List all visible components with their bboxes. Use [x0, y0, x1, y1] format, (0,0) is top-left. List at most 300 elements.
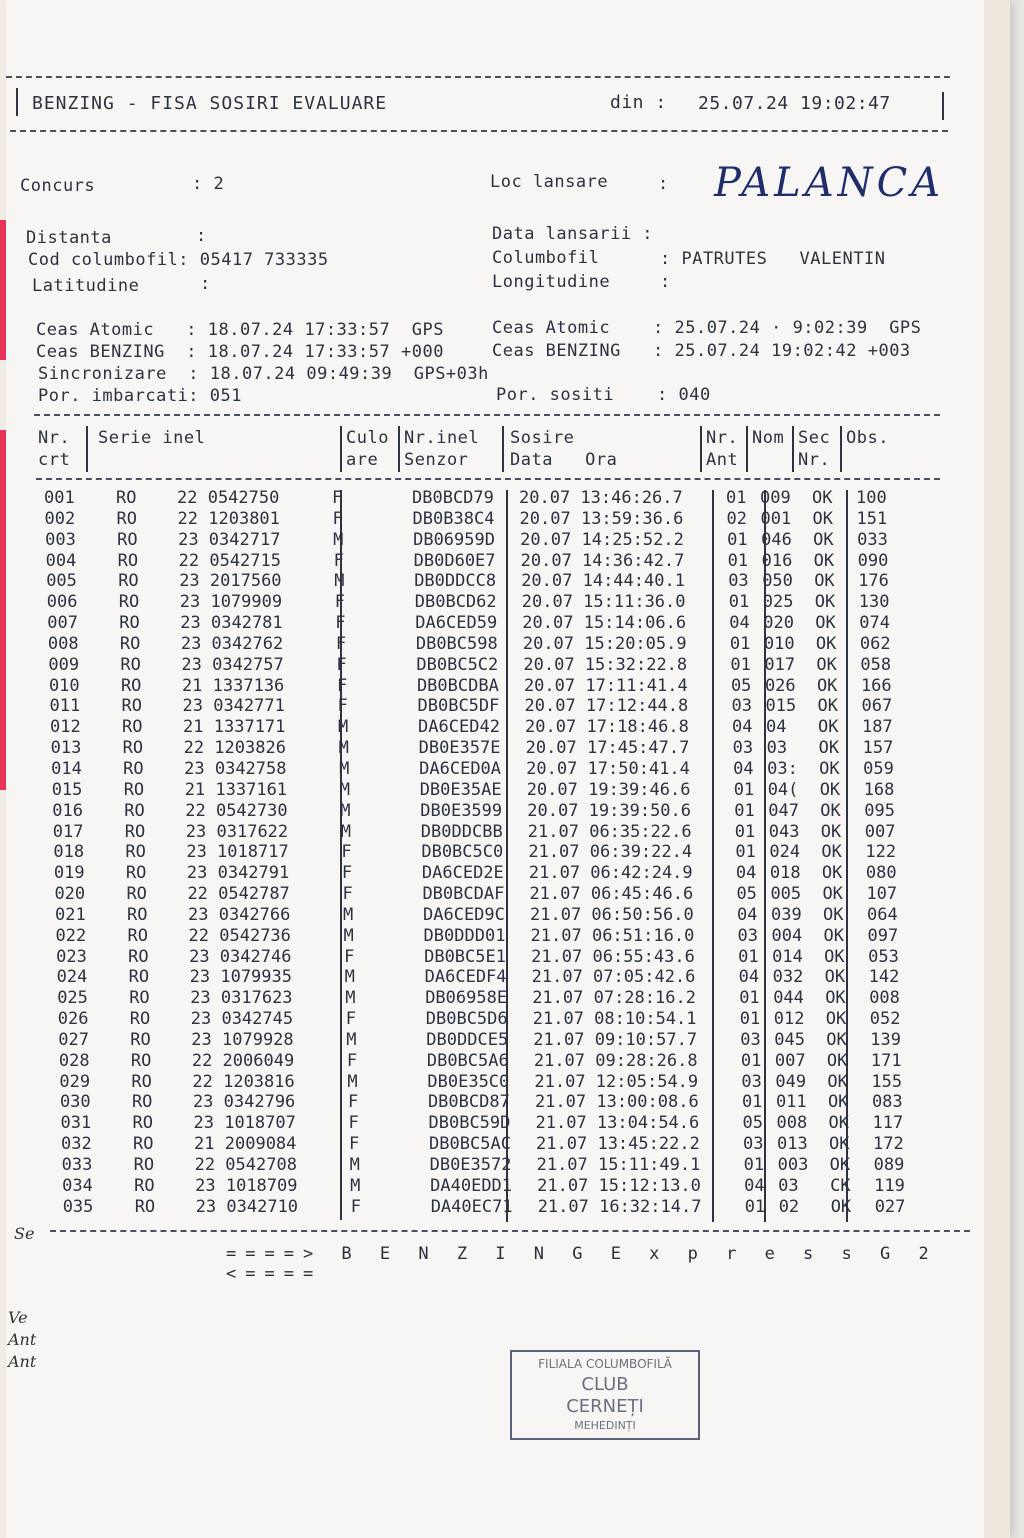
sensor-ring: DB0BC598	[415, 633, 498, 654]
country-code: RO	[132, 1113, 153, 1134]
divider	[86, 426, 88, 472]
ring-series: 23 1018707	[193, 1113, 296, 1134]
sex-code: M	[349, 1155, 360, 1175]
row-number: 003	[45, 529, 76, 550]
col-sosire: Sosire	[510, 428, 575, 448]
nom-number: 017	[764, 654, 796, 675]
sex-code: M	[344, 967, 355, 988]
arrival-time: 21.07 12:05:54.9	[534, 1071, 699, 1092]
nom-number: 04	[766, 717, 787, 738]
ring-series: 22 1203816	[192, 1071, 295, 1092]
col-nr-ant: Ant	[706, 450, 739, 470]
sensor-ring: DB0BCD62	[414, 592, 497, 613]
nom-number: 018	[769, 863, 801, 884]
sensor-ring: DB0E3572	[429, 1155, 512, 1175]
divider	[398, 426, 400, 472]
arrival-time: 20.07 15:20:05.9	[522, 633, 687, 654]
ring-series: 23 1079935	[189, 967, 292, 988]
table-row	[50, 717, 924, 738]
row-number: 015	[51, 779, 83, 800]
obs-value: 074	[859, 613, 891, 634]
ceas-benzing-start: Ceas BENZING : 18.07.24 17:33:57 +000	[36, 342, 444, 362]
sensor-ring: DB0E35C0	[427, 1071, 510, 1092]
report-title: BENZING - FISA SOSIRI EVALUARE	[32, 93, 388, 114]
obs-value: 187	[862, 717, 893, 738]
security-status: OK	[818, 717, 839, 738]
row-number: 021	[55, 904, 86, 925]
nom-number: 007	[774, 1050, 806, 1071]
antenna-number: 01	[733, 779, 755, 800]
arrival-time: 21.07 09:10:57.7	[533, 1029, 698, 1050]
nom-number: 014	[772, 946, 803, 967]
row-number: 026	[57, 1009, 89, 1030]
antenna-number: 04	[744, 1175, 765, 1196]
obs-value: 172	[873, 1134, 904, 1155]
country-code: RO	[130, 1050, 152, 1071]
antenna-number: 04	[729, 613, 750, 634]
arrival-time: 20.07 17:12:44.8	[524, 696, 689, 717]
row-number: 014	[51, 758, 82, 779]
security-status: OK	[814, 571, 835, 592]
ring-series: 23 0317623	[190, 988, 293, 1009]
table-row	[62, 1176, 924, 1197]
ring-series: 22 0542730	[185, 800, 288, 821]
row-number: 020	[54, 884, 86, 905]
table-row	[52, 801, 924, 822]
antenna-number: 05	[736, 884, 757, 905]
security-status: OK	[826, 1029, 847, 1050]
col-nom: Nom	[752, 428, 785, 448]
obs-value: 064	[867, 904, 898, 925]
country-code: RO	[133, 1134, 154, 1155]
antenna-number: 03	[741, 1071, 762, 1092]
security-status: OK	[814, 592, 836, 613]
divider	[34, 414, 940, 416]
antenna-number: 04	[737, 904, 758, 925]
security-status: OK	[826, 1050, 848, 1071]
arrival-time: 21.07 06:55:43.6	[531, 946, 695, 967]
arrival-time: 20.07 15:14:06.6	[522, 613, 687, 634]
sensor-ring: DA6CED0A	[419, 758, 502, 779]
row-number: 009	[48, 654, 80, 675]
antenna-number: 05	[730, 675, 752, 696]
obs-value: 008	[869, 988, 900, 1009]
country-code: RO	[127, 925, 149, 946]
divider	[502, 426, 504, 472]
security-status: OK	[829, 1155, 851, 1175]
table-row	[55, 905, 924, 926]
nom-number: 011	[775, 1092, 807, 1113]
antenna-number: 01	[738, 946, 759, 967]
antenna-number: 04	[732, 717, 753, 738]
sex-code: M	[340, 800, 351, 821]
antenna-number: 01	[740, 1050, 762, 1071]
security-status: OK	[829, 1134, 850, 1155]
row-number: 023	[56, 946, 87, 967]
divider	[6, 76, 950, 78]
row-number: 031	[60, 1113, 92, 1134]
security-status: OK	[824, 946, 845, 967]
security-status: OK	[823, 904, 844, 925]
ceas-atomic-start: Ceas Atomic : 18.07.24 17:33:57 GPS	[36, 320, 444, 340]
table-row	[57, 988, 924, 1009]
arrival-time: 21.07 06:50:56.0	[530, 904, 694, 925]
nom-number: 015	[765, 696, 797, 717]
country-code: RO	[117, 529, 138, 550]
obs-value: 089	[873, 1155, 905, 1175]
obs-value: 033	[857, 529, 888, 550]
country-code: RO	[123, 758, 144, 779]
sensor-ring: DB0BC5AC	[429, 1134, 511, 1155]
antenna-number: 01	[730, 654, 751, 675]
arrivals-table-body	[44, 488, 924, 1218]
antenna-number: 01	[726, 488, 747, 508]
nom-number: 020	[763, 613, 795, 634]
row-number: 029	[59, 1071, 91, 1092]
ring-series: 23 0342762	[180, 633, 284, 654]
ring-series: 23 0342757	[181, 654, 284, 675]
obs-value: 053	[868, 946, 899, 967]
divider	[340, 426, 342, 472]
obs-value: 119	[874, 1175, 905, 1196]
security-status: OK	[813, 529, 834, 550]
nom-number: 025	[762, 592, 794, 613]
ring-series: 23 0342796	[192, 1092, 296, 1113]
arrival-time: 21.07 07:28:16.2	[532, 988, 696, 1009]
table-row	[52, 780, 924, 801]
obs-value: 062	[859, 633, 891, 654]
country-code: RO	[123, 779, 145, 800]
divider	[942, 92, 944, 120]
underlying-page-text: Se	[14, 1224, 35, 1243]
ring-series: 23 0342745	[190, 1009, 294, 1030]
divider	[840, 426, 842, 472]
row-number: 028	[58, 1050, 90, 1071]
arrival-time: 20.07 17:18:46.8	[525, 717, 689, 738]
underlying-page-text: Ant	[8, 1330, 37, 1349]
obs-value: 007	[864, 821, 896, 842]
arrival-time: 21.07 06:35:22.6	[527, 821, 692, 842]
nom-number: 02	[778, 1196, 800, 1217]
arrival-time: 20.07 17:11:41.4	[523, 675, 688, 696]
sensor-ring: DB0BC5C2	[416, 654, 499, 675]
longitudine-label: Longitudine	[492, 272, 611, 292]
antenna-number: 02	[726, 508, 748, 529]
country-code: RO	[131, 1092, 153, 1113]
country-code: RO	[124, 821, 146, 842]
arrival-time: 20.07 13:59:36.6	[519, 508, 684, 529]
country-code: RO	[118, 592, 140, 613]
table-row	[48, 634, 924, 655]
ceas-benzing-end: Ceas BENZING : 25.07.24 19:02:42 +003	[492, 341, 911, 361]
sensor-ring: DB0DDCE5	[426, 1029, 509, 1050]
nom-number: 005	[770, 884, 802, 905]
antenna-number: 01	[741, 1092, 763, 1113]
country-code: RO	[119, 613, 140, 634]
sex-code: M	[338, 738, 349, 759]
arrival-time: 20.07 17:45:47.7	[525, 738, 690, 759]
obs-value: 100	[856, 488, 887, 508]
row-number: 035	[62, 1196, 94, 1217]
antenna-number: 03	[732, 738, 754, 759]
divider	[50, 1230, 970, 1232]
ring-series: 23 0342746	[189, 946, 292, 967]
page-edge	[984, 0, 1010, 1538]
ring-series: 23 1079909	[179, 592, 283, 613]
sex-code: F	[341, 863, 353, 884]
nom-number: 003	[777, 1155, 809, 1175]
col-nr-crt: crt	[38, 450, 71, 470]
distanta-label: Distanta	[26, 228, 112, 248]
row-number: 008	[47, 633, 79, 654]
nom-number: 024	[769, 842, 801, 863]
ring-series: 23 1079928	[191, 1029, 294, 1050]
obs-value: 130	[858, 592, 890, 613]
loc-value-handwritten: PALANCA	[714, 160, 945, 206]
sensor-ring: DB0BC5C0	[421, 842, 504, 863]
antenna-number: 04	[733, 758, 754, 779]
country-code: RO	[120, 654, 141, 675]
stamp-line: CLUB	[581, 1374, 629, 1395]
arrival-time: 20.07 14:25:52.2	[520, 529, 684, 550]
nom-number: 008	[776, 1113, 808, 1134]
ring-series: 22 0542708	[194, 1155, 297, 1175]
nom-number: 046	[761, 529, 792, 550]
ring-series: 22 0542715	[178, 550, 281, 571]
obs-value: 171	[870, 1050, 902, 1071]
obs-value: 027	[874, 1196, 906, 1217]
row-number: 007	[47, 613, 79, 634]
table-row	[47, 613, 924, 634]
sex-code: M	[350, 1175, 361, 1196]
ring-series: 23 0342791	[186, 863, 290, 884]
col-sec-nr: Sec	[798, 428, 831, 448]
obs-value: 080	[865, 863, 897, 884]
report-date-label: din :	[610, 92, 667, 113]
sex-code: F	[344, 946, 355, 967]
security-status: OK	[817, 696, 838, 717]
obs-value: 083	[871, 1092, 903, 1113]
table-row	[57, 967, 924, 988]
country-code: RO	[116, 508, 138, 529]
antenna-number: 01	[727, 550, 749, 571]
table-row	[60, 1092, 924, 1113]
obs-value: 168	[863, 779, 895, 800]
nom-number: 03:	[767, 758, 798, 779]
obs-value: 090	[857, 550, 889, 571]
arrival-time: 21.07 13:04:54.6	[535, 1113, 700, 1134]
security-status: OK	[820, 821, 842, 842]
obs-value: 139	[870, 1029, 902, 1050]
sensor-ring: DA40EDD1	[430, 1175, 513, 1196]
antenna-number: 03	[737, 925, 759, 946]
sex-code: M	[340, 821, 352, 842]
concurs-label: Concurs	[20, 176, 96, 196]
security-status: OK	[812, 488, 833, 508]
security-status: OK	[815, 613, 836, 634]
security-status: OK	[824, 967, 846, 988]
sex-code: F	[350, 1196, 361, 1217]
sex-code: M	[334, 571, 345, 592]
ring-series: 22 0542736	[188, 925, 291, 946]
nom-number: 04(	[767, 779, 799, 800]
sex-code: M	[345, 988, 356, 1009]
sensor-ring: DB0E357E	[418, 738, 501, 759]
table-row	[54, 863, 924, 884]
country-code: RO	[117, 550, 139, 571]
ring-series: 22 1203801	[177, 508, 280, 529]
obs-value: 067	[861, 696, 893, 717]
security-status: OK	[825, 1009, 847, 1030]
row-number: 025	[57, 988, 88, 1009]
antenna-number: 01	[729, 633, 751, 654]
porumbei-sositi: Por. sositi : 040	[496, 385, 711, 405]
antenna-number: 01	[734, 800, 755, 821]
table-row	[54, 884, 924, 905]
table-row	[59, 1051, 924, 1072]
country-code: RO	[134, 1175, 155, 1196]
sex-code: F	[336, 675, 348, 696]
country-code: RO	[119, 633, 141, 654]
obs-value: 107	[866, 884, 898, 905]
arrival-time: 21.07 13:45:22.2	[536, 1134, 700, 1155]
security-status: OK	[822, 884, 843, 905]
arrival-time: 20.07 19:39:50.6	[527, 800, 692, 821]
row-number: 013	[50, 738, 82, 759]
latitudine-label: Latitudine	[32, 276, 140, 296]
security-status: CK	[830, 1175, 851, 1196]
row-number: 010	[48, 675, 80, 696]
sensor-ring: DA6CED42	[418, 717, 500, 738]
country-code: RO	[129, 1009, 151, 1030]
distanta-value: :	[196, 226, 207, 246]
sex-code: M	[347, 1071, 358, 1092]
sensor-ring: DB0BC59D	[428, 1113, 511, 1134]
sex-code: F	[336, 654, 347, 675]
columbofil-value: : PATRUTES VALENTIN	[660, 249, 886, 269]
security-status: OK	[828, 1113, 849, 1134]
obs-value: 097	[867, 925, 899, 946]
row-number: 016	[52, 800, 83, 821]
sensor-ring: DA40EC71	[430, 1196, 513, 1217]
sincronizare: Sincronizare : 18.07.24 09:49:39 GPS+03h	[38, 364, 489, 384]
country-code: RO	[129, 988, 150, 1009]
sensor-ring: DB0BCDAF	[422, 884, 505, 905]
table-row	[51, 759, 924, 780]
country-code: RO	[126, 884, 147, 905]
antenna-number: 03	[743, 1134, 764, 1155]
country-code: RO	[134, 1196, 156, 1217]
security-status: OK	[816, 675, 838, 696]
arrival-time: 20.07 14:36:42.7	[520, 550, 685, 571]
nom-number: 044	[773, 988, 804, 1009]
country-code: RO	[118, 571, 139, 592]
security-status: OK	[816, 654, 837, 675]
security-status: OK	[815, 633, 837, 654]
stamp-line: FILIALA COLUMBOFILĂ	[538, 1357, 672, 1371]
country-code: RO	[125, 842, 146, 863]
underlying-page-text: Ant	[8, 1352, 37, 1371]
country-code: RO	[121, 696, 142, 717]
row-number: 001	[44, 488, 75, 508]
table-row	[44, 488, 924, 509]
table-row	[56, 926, 924, 947]
ring-series: 21 1337161	[184, 779, 288, 800]
table-row	[50, 696, 925, 717]
divider	[746, 426, 748, 472]
sensor-ring: DB0DDD01	[423, 925, 506, 946]
table-row	[45, 509, 924, 530]
country-code: RO	[120, 675, 142, 696]
footer-banner: ====> B E N Z I N G E x p r e s s G 2 <====	[226, 1244, 938, 1284]
country-code: RO	[133, 1155, 155, 1175]
arrival-time: 21.07 16:32:14.7	[537, 1196, 702, 1217]
security-status: OK	[821, 842, 842, 863]
nom-number: 004	[771, 925, 803, 946]
security-status: OK	[827, 1092, 849, 1113]
sensor-ring: DA6CED9C	[423, 904, 505, 925]
ring-series: 23 1018709	[195, 1175, 298, 1196]
sensor-ring: DB06959D	[413, 529, 495, 550]
antenna-number: 04	[738, 967, 760, 988]
report-date: 25.07.24 19:02:47	[698, 93, 891, 114]
table-row	[58, 1009, 924, 1030]
table-row	[56, 947, 924, 968]
security-status: OK	[827, 1071, 848, 1092]
sex-code: F	[332, 488, 343, 508]
nom-number: 050	[762, 571, 793, 592]
sex-code: F	[341, 842, 352, 863]
arrival-time: 20.07 14:44:40.1	[521, 571, 685, 592]
country-code: RO	[125, 863, 147, 884]
antenna-number: 03	[740, 1029, 761, 1050]
ring-series: 22 0542787	[187, 884, 290, 905]
ring-series: 22 1203826	[183, 738, 286, 759]
sensor-ring: DA6CEDF4	[424, 967, 507, 988]
sensor-ring: DB0E3599	[420, 800, 503, 821]
sensor-ring: DB0BC5DF	[417, 696, 500, 717]
sex-code: F	[335, 613, 346, 634]
nom-number: 047	[768, 800, 799, 821]
table-row	[59, 1072, 924, 1093]
porumbei-imbarcati: Por. imbarcati: 051	[38, 386, 242, 406]
security-status: OK	[818, 738, 840, 759]
sensor-ring: DB0DDCBB	[420, 821, 503, 842]
security-status: OK	[821, 863, 843, 884]
col-nr-inel-senzor: Senzor	[404, 450, 469, 470]
country-code: RO	[128, 946, 149, 967]
col-obs: Obs.	[846, 428, 889, 448]
sex-code: M	[346, 1029, 357, 1050]
arrival-time: 21.07 06:45:46.6	[529, 884, 694, 905]
table-row	[51, 738, 924, 759]
loc-colon: :	[658, 174, 669, 194]
security-status: OK	[820, 800, 841, 821]
columbofil-label: Columbofil	[492, 248, 600, 268]
ring-series: 23 0342766	[188, 904, 291, 925]
security-status: OK	[813, 550, 835, 571]
table-row	[61, 1134, 924, 1155]
arrival-time: 21.07 06:39:22.4	[528, 842, 693, 863]
nom-number: 043	[768, 821, 800, 842]
table-row	[46, 551, 924, 572]
ring-series: 23 0317622	[185, 821, 289, 842]
row-number: 024	[56, 967, 88, 988]
sex-code: M	[343, 904, 354, 925]
ring-series: 23 2017560	[179, 571, 282, 592]
sex-code: M	[333, 529, 344, 550]
sensor-ring: DB0D60E7	[413, 550, 496, 571]
